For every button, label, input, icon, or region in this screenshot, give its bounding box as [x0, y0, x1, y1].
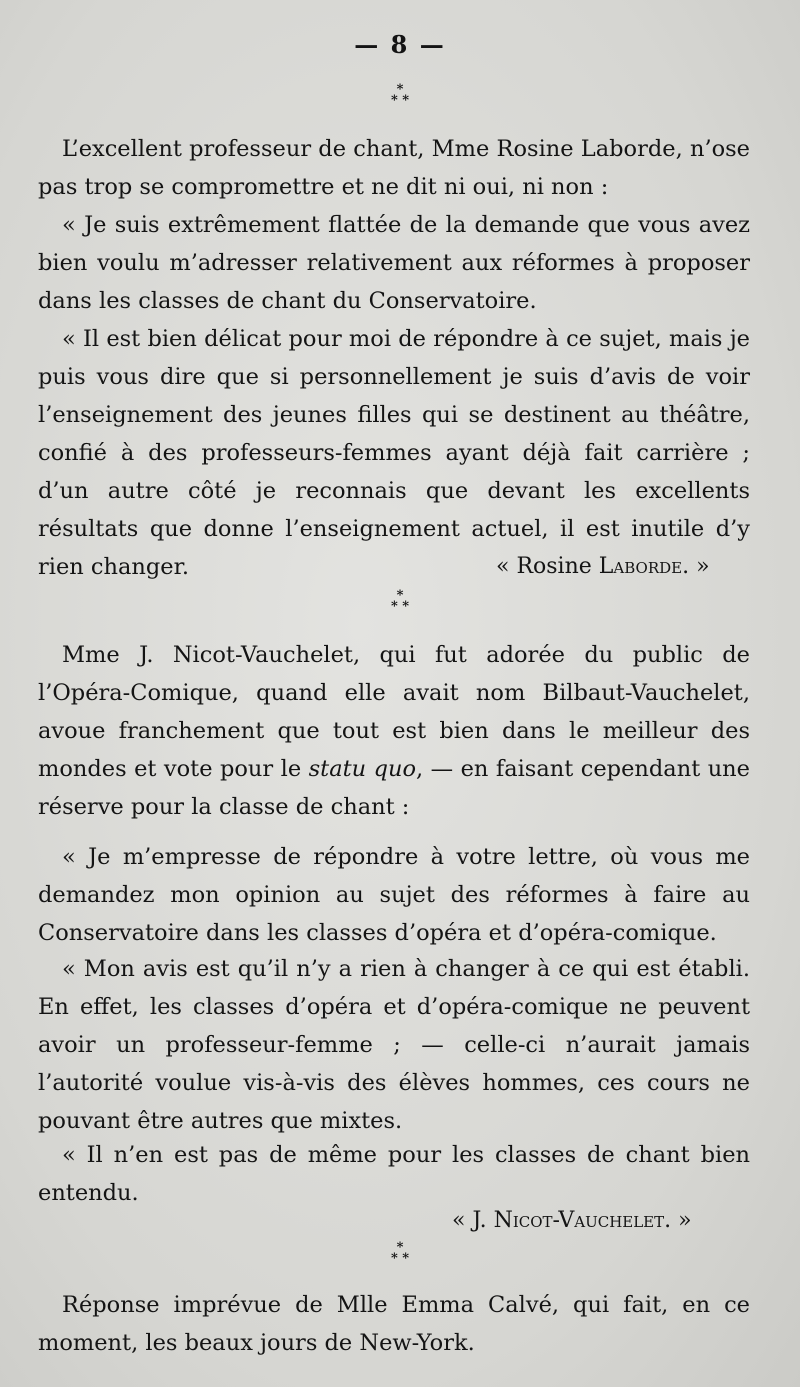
section2-intro — [38, 636, 750, 826]
signature-nicot-vauchelet — [452, 1202, 692, 1240]
section1-quote-paragraph-2: « Il est bien délicat pour moi de répondre à ce sujet, mais je puis vous dire que si personnellement je suis d’avis de voir l’enseignement des jeunes filles qui se destinent au théâtre, confié à des professeurs-femmes ayant déjà fait carrière ; d’un autre côté je reconnais que devant les excellents résultats que donne l’enseignement actuel, il est inutile d’y rien changer. — [38, 326, 750, 580]
intro-text-end: , — en faisant cependant une réserve pour la classe de chant : — [38, 756, 750, 820]
asterism-bottom: * * — [390, 599, 410, 614]
asterism-separator — [0, 84, 800, 106]
section2-quote-paragraph-3: « Il n’en est pas de même pour les classes de chant bien entendu. — [38, 1142, 750, 1206]
statu-quo-italic: statu quo — [308, 756, 417, 782]
signature-name: Nicot-Vauchelet — [493, 1208, 665, 1233]
signature-close: . » — [664, 1208, 692, 1233]
section3-intro: Réponse imprévue de Mlle Emma Calvé, qui fait, en ce moment, les beaux jours de New-York. — [38, 1292, 750, 1356]
signature-close: . » — [682, 554, 710, 579]
section2-quote-paragraph-1: « Je m’empresse de répondre à votre lettre, où vous me demandez mon opinion au sujet des réformes à faire au Conservatoire dans les classes d’opéra et d’opéra-comique. — [38, 844, 750, 946]
asterism-bottom: * * — [390, 93, 410, 108]
asterism-top: * — [396, 588, 404, 603]
asterism-bottom: * * — [390, 1251, 410, 1266]
signature-open: « Rosine — [496, 554, 599, 579]
page-number: — 8 — — [354, 30, 446, 59]
asterism-top: * — [396, 1240, 404, 1255]
section1-intro: L’excellent professeur de chant, Mme Rosine Laborde, n’ose pas trop se compromettre et ne dit ni oui, ni non : — [38, 136, 750, 200]
asterism-separator — [0, 1242, 800, 1264]
signature-open: « J. — [452, 1208, 494, 1233]
asterism-top: * — [396, 82, 404, 97]
signature-name: Laborde — [598, 554, 683, 579]
section2-quote-paragraph-2: « Mon avis est qu’il n’y a rien à changer à ce qui est établi. En effet, les classes d’opéra et d’opéra-comique ne peuvent avoir un professeur-femme ; — celle-ci n’aurait jamais l’autorité voulue vis-à-vis des élèves hommes, ces cours ne pouvant être autres que mixtes. — [38, 956, 750, 1134]
section1-quote-paragraph-1: « Je suis extrêmement flattée de la demande que vous avez bien voulu m’adresser relativement aux réformes à proposer dans les classes de chant du Conservatoire. — [38, 212, 750, 314]
signature-laborde — [496, 548, 710, 586]
intro-text: Mme J. Nicot-Vauchelet, qui fut adorée du public de l’Opéra-Comique, quand elle avait nom Bilbaut-Vauchelet, avoue franchement que tout est bien dans le meilleur des mondes et vote pour le — [38, 642, 750, 782]
asterism-separator — [0, 590, 800, 612]
